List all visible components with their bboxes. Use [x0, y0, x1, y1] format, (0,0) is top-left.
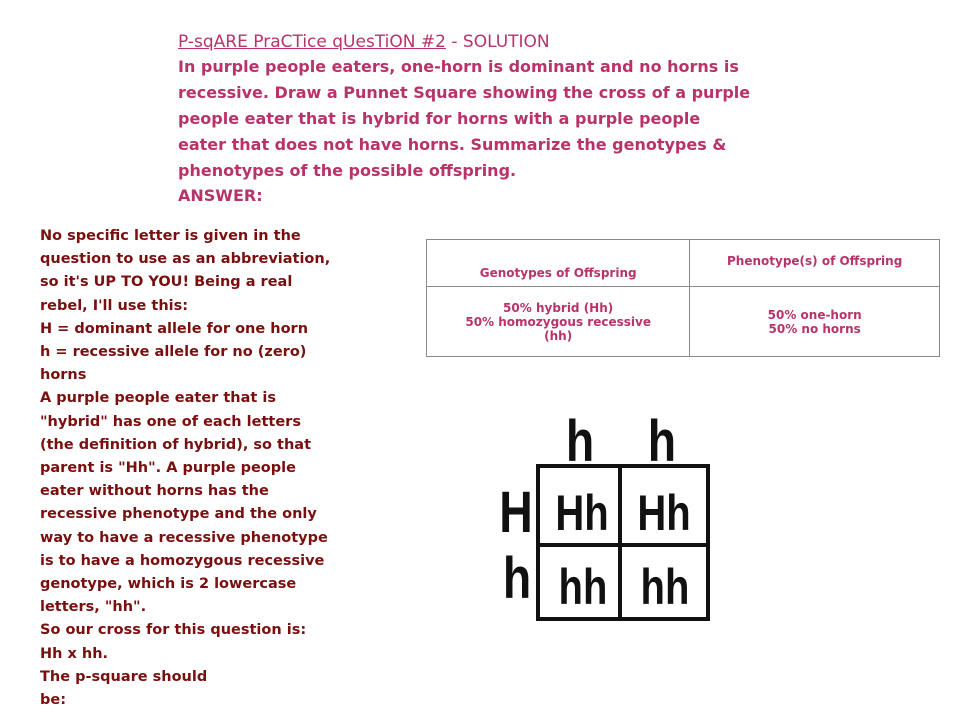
table-row — [427, 287, 940, 357]
title-suffix: - SOLUTION — [445, 32, 550, 52]
title-main: P-sqARE PraCTice qUesTiON #2 — [178, 32, 446, 52]
phenotype-line: 50% one-horn — [767, 307, 862, 322]
explanation-line: be: — [40, 692, 67, 709]
question-line: eater that does not have horns. Summarize the genotypes & — [178, 135, 727, 154]
question-text — [178, 54, 858, 184]
explanation-line: No specific letter is given in the — [40, 228, 301, 244]
question-line: In purple people eaters, one-horn is dominant and no horns is — [178, 57, 739, 76]
explanation-line: so it's UP TO YOU! Being a real — [40, 274, 293, 291]
side-allele-2: h — [502, 546, 532, 612]
explanation-line: The p-square should — [40, 668, 208, 685]
genotype-line: 50% hybrid (Hh) — [503, 300, 614, 315]
genotype-cell — [427, 287, 690, 357]
cell-top-left: Hh — [555, 484, 609, 542]
explanation-line: So our cross for this question is: — [40, 622, 307, 639]
punnett-outer-border — [538, 466, 708, 619]
explanation-line: letters, "hh". — [40, 599, 147, 616]
page-title — [178, 30, 858, 54]
question-line: phenotypes of the possible offspring. — [178, 161, 517, 180]
explanation-line: way to have a recessive phenotype — [40, 529, 328, 546]
explanation-line: A purple people eater that is — [40, 390, 276, 407]
explanation-line: is to have a homozygous recessive — [40, 552, 325, 569]
explanation-line: eater without horns has the — [40, 483, 269, 500]
explanation-line: h = recessive allele for no (zero) — [40, 344, 307, 361]
explanation-line: question to use as an abbreviation, — [40, 251, 331, 268]
question-line: people eater that is hybrid for horns with a purple people — [178, 109, 701, 128]
header-genotypes: Genotypes of Offspring — [427, 240, 690, 287]
header — [178, 30, 858, 208]
header-phenotypes: Phenotype(s) of Offspring — [690, 240, 940, 287]
phenotype-line: 50% no horns — [768, 321, 861, 336]
cell-bottom-right: hh — [640, 558, 690, 616]
explanation-line: rebel, I'll use this: — [40, 297, 189, 314]
explanation-line: "hybrid" has one of each letters — [40, 413, 301, 430]
cell-bottom-left: hh — [558, 558, 608, 616]
cell-top-right: Hh — [637, 484, 691, 542]
explanation-line: genotype, which is 2 lowercase — [40, 576, 297, 593]
summary-table — [426, 239, 940, 357]
genotype-line: (hh) — [544, 328, 573, 343]
explanation-line: parent is "Hh". A purple people — [40, 460, 296, 477]
explanation-line: H = dominant allele for one horn — [40, 320, 309, 337]
question-line: recessive. Draw a Punnet Square showing the cross of a purple — [178, 83, 751, 102]
explanation-line: (the definition of hybrid), so that — [40, 436, 312, 453]
explanation-line: Hh x hh. — [40, 645, 109, 662]
top-allele-2: h — [647, 409, 677, 475]
phenotype-cell — [690, 287, 940, 357]
side-allele-1: H — [499, 480, 533, 546]
table-header-row — [427, 240, 940, 287]
explanation-line: horns — [40, 367, 87, 384]
explanation-text — [40, 225, 375, 712]
explanation-line: recessive phenotype and the only — [40, 506, 317, 523]
genotype-line: 50% homozygous recessive — [465, 314, 651, 329]
answer-label: ANSWER: — [178, 186, 263, 205]
top-allele-1: h — [565, 409, 595, 475]
